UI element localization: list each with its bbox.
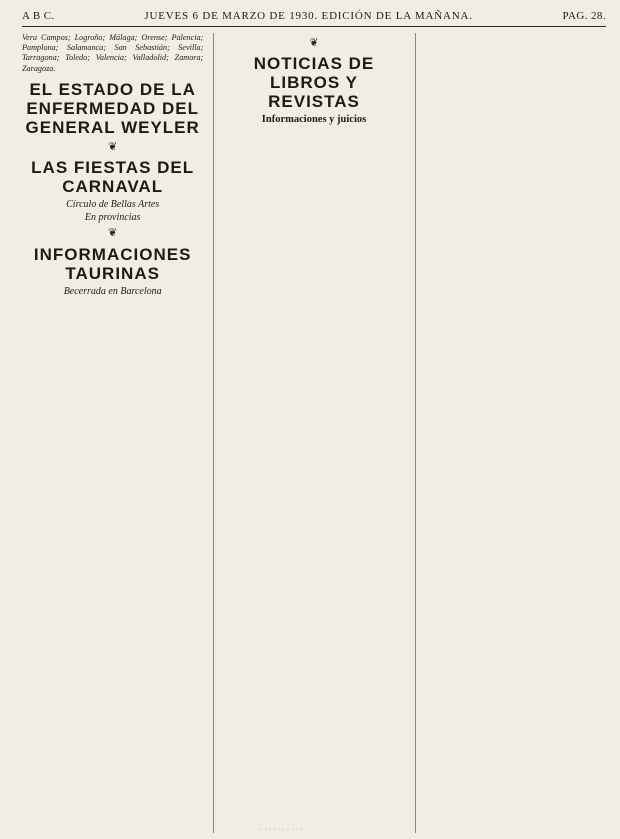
weyler-headline: EL ESTADO DE LA ENFERMEDAD DEL GENERAL WEYLER: [25, 79, 200, 137]
imprint-footer: · · · · · · · · · ·: [260, 827, 303, 833]
header-left: A B C.: [22, 10, 55, 22]
column-3: [415, 33, 606, 833]
column-2: [213, 33, 404, 833]
header-rule: [22, 26, 606, 27]
carnaval-headline: LAS FIESTAS DEL CARNAVAL: [31, 158, 195, 197]
header-date: JUEVES 6 DE MARZO DE 1930. EDICIÓN DE LA MAÑANA.: [144, 10, 473, 22]
taurinas-headline: INFORMACIONES TAURINAS: [33, 244, 192, 283]
taurinas-subhead: Becerrada en Barcelona: [63, 285, 162, 297]
provincias-subhead: En provincias: [84, 212, 141, 224]
intro-paragraph: Vera Campos; Logroño; Málaga; Orense; Palencia; Pamplona; Salamanca; San Sebastián; Sevilla; Tarragona; Toledo; Valencia; Valladolid; Zamora; Zaragoza.: [22, 33, 204, 73]
columns: [22, 33, 606, 833]
noticias-subhead: Informaciones y juicios: [261, 114, 367, 126]
ornament-icon: ❦: [108, 227, 118, 240]
ornament-icon: ❦: [309, 37, 319, 49]
column-1: [22, 33, 203, 833]
page-header: [22, 10, 606, 22]
carnaval-subhead: Círculo de Bellas Artes: [66, 199, 160, 211]
ornament-icon: ❦: [108, 140, 118, 153]
noticias-headline: NOTICIAS DE LIBROS Y REVISTAS: [253, 54, 375, 112]
header-page: PAG. 28.: [562, 10, 606, 22]
